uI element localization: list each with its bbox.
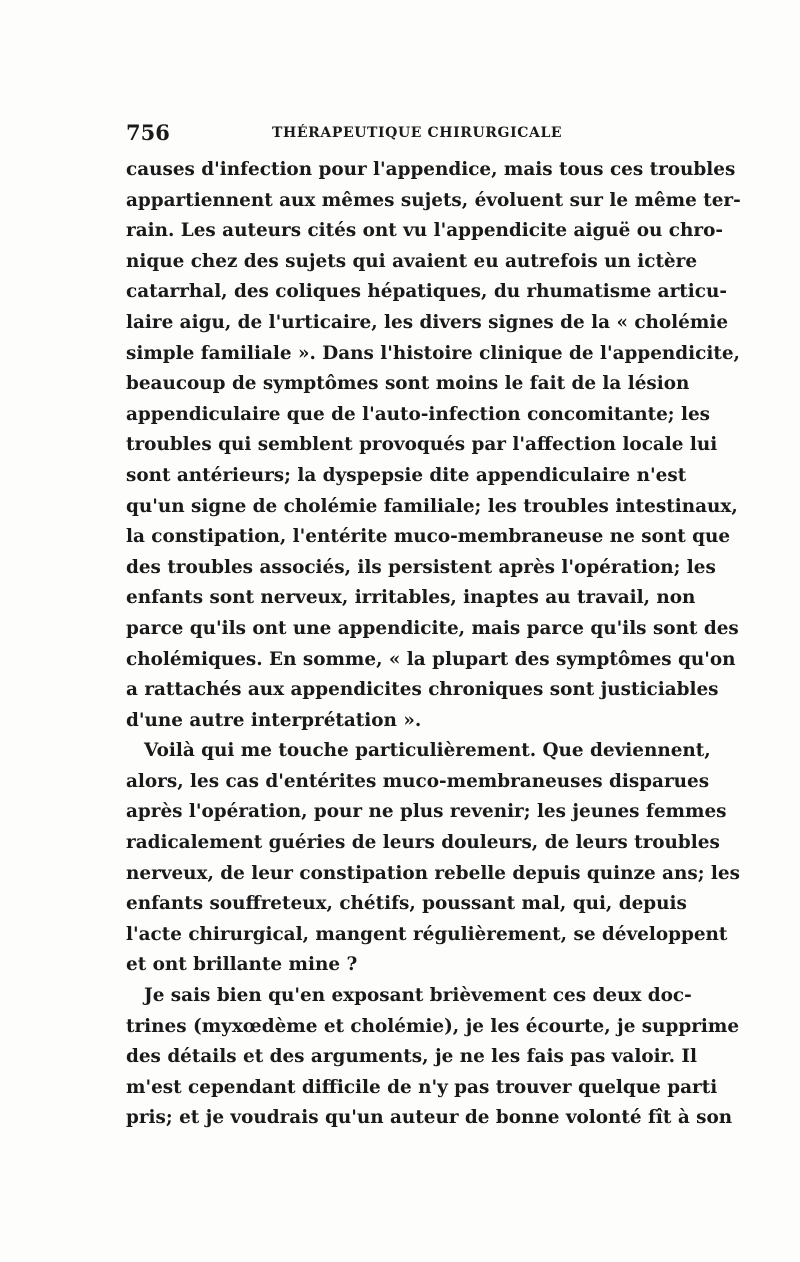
text-line: enfants sont nerveux, irritables, inaptes au travail, non	[126, 587, 696, 609]
text-line: nerveux, de leur constipation rebelle depuis quinze ans; les	[126, 862, 740, 884]
text-line: sont antérieurs; la dyspepsie dite appendiculaire n'est	[126, 464, 687, 486]
text-line: la constipation, l'entérite muco-membraneuse ne sont que	[126, 526, 731, 548]
text-line: troubles qui semblent provoqués par l'affection locale lui	[126, 434, 718, 456]
text-line: rain. Les auteurs cités ont vu l'appendicite aiguë ou chro-	[126, 220, 723, 242]
text-line: cholémiques. En somme, « la plupart des symptômes qu'on	[126, 648, 736, 670]
text-line: appendiculaire que de l'auto-infection concomitante; les	[126, 403, 711, 425]
text-line: appartiennent aux mêmes sujets, évoluent sur le même ter-	[126, 189, 741, 211]
text-line: simple familiale ». Dans l'histoire clinique de l'appendicite,	[126, 342, 740, 364]
paragraph	[126, 981, 740, 1134]
text-line: alors, les cas d'entérites muco-membraneuses disparues	[126, 770, 710, 792]
body-text	[126, 155, 741, 1134]
text-line: Je sais bien qu'en exposant brièvement ces deux doc-	[144, 985, 692, 1007]
text-line: des détails et des arguments, je ne les fais pas valoir. Il	[126, 1046, 697, 1068]
text-line: pris; et je voudrais qu'un auteur de bonne volonté fît à son	[126, 1107, 733, 1129]
page-number: 756	[126, 120, 170, 145]
text-line: catarrhal, des coliques hépatiques, du rhumatisme articu-	[126, 281, 727, 303]
text-line: l'acte chirurgical, mangent régulièrement, se développent	[126, 923, 728, 945]
text-line: radicalement guéries de leurs douleurs, de leurs troubles	[126, 832, 720, 854]
text-line: a rattachés aux appendicites chroniques sont justiciables	[126, 679, 719, 701]
text-line: qu'un signe de cholémie familiale; les troubles intestinaux,	[126, 495, 738, 517]
text-line: m'est cependant difficile de n'y pas trouver quelque parti	[126, 1076, 718, 1098]
paragraph	[126, 155, 741, 736]
text-line: trines (myxœdème et cholémie), je les écourte, je supprime	[126, 1015, 740, 1037]
text-line: beaucoup de symptômes sont moins le fait de la lésion	[126, 373, 690, 395]
text-line: et ont brillante mine ?	[126, 954, 358, 976]
text-line: parce qu'ils ont une appendicite, mais parce qu'ils sont des	[126, 617, 739, 639]
running-title: THÉRAPEUTIQUE CHIRURGICALE	[272, 125, 563, 141]
text-line: après l'opération, pour ne plus revenir; les jeunes femmes	[126, 801, 727, 823]
running-header	[126, 120, 671, 146]
text-line: enfants souffreteux, chétifs, poussant mal, qui, depuis	[126, 893, 687, 915]
text-line: des troubles associés, ils persistent après l'opération; les	[126, 556, 716, 578]
text-line: laire aigu, de l'urticaire, les divers signes de la « cholémie	[126, 311, 729, 333]
text-line: d'une autre interprétation ».	[126, 709, 422, 731]
text-line: causes d'infection pour l'appendice, mais tous ces troubles	[126, 159, 736, 180]
text-line: nique chez des sujets qui avaient eu autrefois un ictère	[126, 250, 698, 272]
text-line: Voilà qui me touche particulièrement. Que deviennent,	[144, 740, 711, 762]
paragraph	[126, 736, 740, 981]
